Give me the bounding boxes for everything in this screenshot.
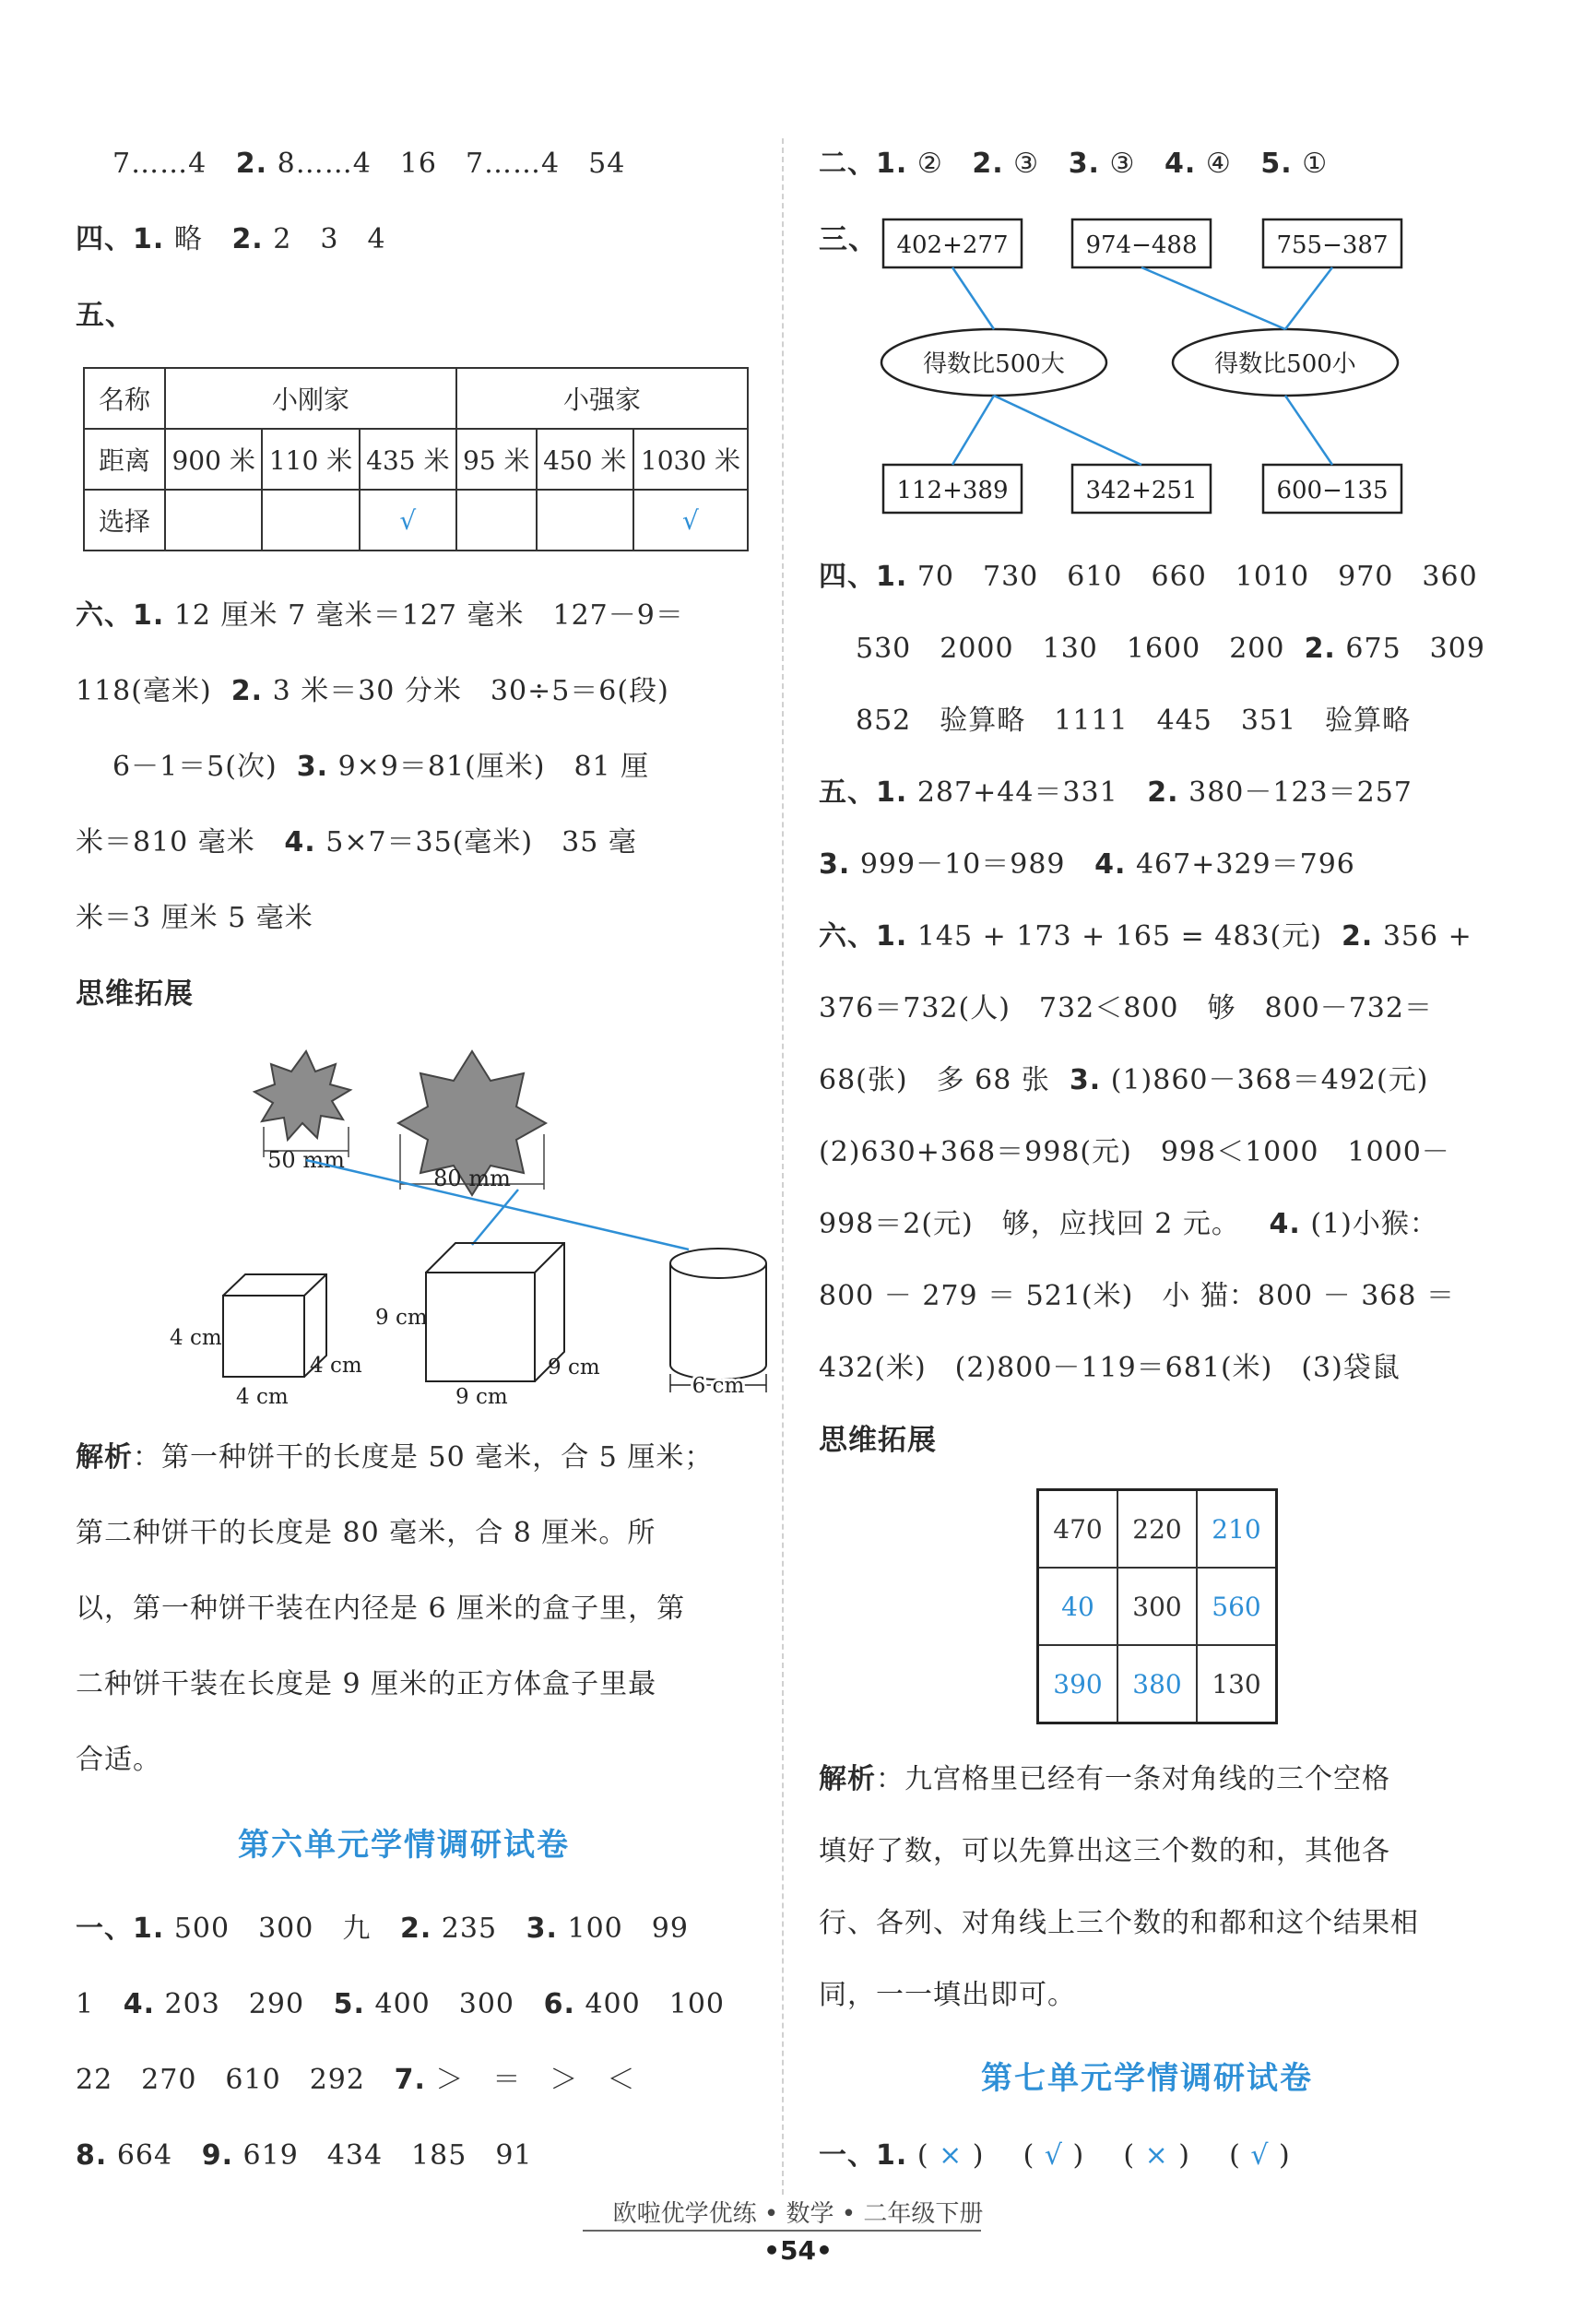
grid-cell: 470 xyxy=(1038,1490,1118,1569)
table-cell xyxy=(165,490,262,551)
cube-big-height: 9 cm xyxy=(375,1306,428,1330)
expr-box-bot-1: 112+389 xyxy=(896,477,1009,504)
analysis-line-2: 第二种饼干的长度是 80 毫米，合 8 厘米。所 xyxy=(76,1517,656,1549)
distance-table xyxy=(83,367,749,551)
table-cell: 1030 米 xyxy=(633,429,748,490)
table-row-label: 选择 xyxy=(84,490,165,551)
unit6-line-2: 1 4. 203 290 5. 400 300 6. 400 100 xyxy=(76,1988,725,2020)
answer-line: 7……4 2. 8……4 16 7……4 54 xyxy=(112,148,626,180)
section-6-line-7: 432(米) (2)800－119＝681(米) (3)袋鼠 xyxy=(819,1352,1401,1384)
expr-box-bot-2: 342+251 xyxy=(1085,477,1198,504)
section-6-line-2: 376＝732(人) 732＜800 够 800－732＝ xyxy=(819,992,1433,1024)
answer-mark: × xyxy=(1144,2139,1169,2172)
analysis-line-4: 同，一一填出即可。 xyxy=(819,1979,1076,2011)
section-4-line-1: 四、1. 70 730 610 660 1010 970 360 xyxy=(819,561,1478,593)
section-6-line-4: 米＝810 毫米 4. 5×7＝35(毫米) 35 毫 xyxy=(76,826,637,859)
table-header-xiaoqiang: 小强家 xyxy=(456,368,748,429)
section-4-line: 四、1. 略 2. 2 3 4 xyxy=(76,223,386,255)
section-5-line-2: 3. 999－10＝989 4. 467+329＝796 xyxy=(819,848,1355,881)
section-6-line-3: 68(张) 多 68 张 3. (1)860－368＝492(元) xyxy=(819,1064,1429,1096)
section-6-line-1: 六、1. 12 厘米 7 毫米＝127 毫米 127－9＝ xyxy=(76,599,684,632)
table-cell: 110 米 xyxy=(262,429,359,490)
answer-mark: √ xyxy=(1044,2139,1063,2172)
table-header-name: 名称 xyxy=(84,368,165,429)
section-4-line-2: 530 2000 130 1600 200 2. 675 309 xyxy=(856,633,1485,665)
unit6-line-3: 22 270 610 292 7. ＞ ＝ ＞ ＜ xyxy=(76,2064,636,2096)
ellipse-greater: 得数比500大 xyxy=(923,350,1065,378)
unit7-line-1: 一、1. ( × ) ( √ ) ( × ) ( √ ) xyxy=(819,2139,1291,2172)
analysis-line-3: 行、各列、对角线上三个数的和都和这个结果相 xyxy=(819,1907,1419,1939)
cube-big-width: 9 cm xyxy=(455,1385,508,1409)
table-header-xiaogang: 小刚家 xyxy=(165,368,456,429)
analysis-line-2: 填好了数，可以先算出这三个数的和，其他各 xyxy=(819,1835,1390,1867)
grid-cell: 560 xyxy=(1197,1568,1277,1645)
cube-small-width: 4 cm xyxy=(236,1385,289,1409)
table-cell: 435 米 xyxy=(360,429,456,490)
big-cube xyxy=(426,1243,564,1381)
cylinder-box xyxy=(670,1249,766,1392)
unit6-line-4: 8. 664 9. 619 434 185 91 xyxy=(76,2139,533,2172)
footer-rule xyxy=(583,2230,981,2232)
grid-cell: 130 xyxy=(1197,1645,1277,1723)
thinking-title: 思维拓展 xyxy=(76,977,194,1011)
section-5-line-1: 五、1. 287+44＝331 2. 380－123＝257 xyxy=(819,776,1413,809)
unit-7-title: 第七单元学情调研试卷 xyxy=(981,2060,1313,2097)
column-divider xyxy=(782,138,784,2195)
analysis-line-5: 合适。 xyxy=(76,1744,161,1776)
answer-mark: √ xyxy=(1250,2139,1270,2172)
expr-box-top-1: 402+277 xyxy=(896,231,1009,259)
section-2-line: 二、1. ② 2. ③ 3. ③ 4. ④ 5. ① xyxy=(819,148,1329,180)
biscuit-box-figure xyxy=(112,1042,776,1411)
analysis-line-1: 解析：九宫格里已经有一条对角线的三个空格 xyxy=(819,1763,1390,1795)
section-6-line-4: (2)630+368＝998(元) 998＜1000 1000－ xyxy=(819,1136,1450,1168)
grid-cell: 380 xyxy=(1117,1645,1197,1723)
unit-6-title: 第六单元学情调研试卷 xyxy=(238,1827,570,1864)
section-6-line-2: 118(毫米) 2. 3 米＝30 分米 30÷5＝6(段) xyxy=(76,675,669,707)
label-50mm: 50 mm xyxy=(267,1147,345,1173)
section-4-line-3: 852 验算略 1111 445 351 验算略 xyxy=(856,705,1412,737)
check-mark: √ xyxy=(360,490,456,551)
check-mark: √ xyxy=(633,490,748,551)
table-cell: 450 米 xyxy=(537,429,633,490)
magic-square xyxy=(1036,1488,1278,1724)
cylinder-diameter: 6 cm xyxy=(692,1374,745,1398)
expr-box-bot-3: 600−135 xyxy=(1276,477,1389,504)
analysis-line-1: 解析：第一种饼干的长度是 50 毫米，合 5 厘米； xyxy=(76,1441,714,1474)
footer-book-title: 欧啦优学优练 • 数学 • 二年级下册 xyxy=(612,2200,984,2228)
section-6-line-1: 六、1. 145 + 173 + 165 = 483(元) 2. 356 + xyxy=(819,920,1472,953)
analysis-line-4: 二种饼干装在长度是 9 厘米的正方体盒子里最 xyxy=(76,1668,657,1700)
expr-box-top-3: 755−387 xyxy=(1276,231,1389,259)
grid-cell: 40 xyxy=(1038,1568,1118,1645)
section-6-line-6: 800 － 279 ＝ 521(米) 小 猫：800 － 368 ＝ xyxy=(819,1280,1456,1312)
table-row-label: 距离 xyxy=(84,429,165,490)
matching-diagram xyxy=(874,210,1501,524)
table-cell xyxy=(262,490,359,551)
page-number: •54• xyxy=(763,2235,833,2266)
cube-small-height: 4 cm xyxy=(170,1326,222,1350)
grid-cell: 300 xyxy=(1117,1568,1197,1645)
table-cell xyxy=(537,490,633,551)
table-cell xyxy=(456,490,537,551)
cube-big-depth: 9 cm xyxy=(548,1356,600,1380)
table-cell: 95 米 xyxy=(456,429,537,490)
grid-cell: 220 xyxy=(1117,1490,1197,1569)
cube-small-depth: 4 cm xyxy=(310,1354,362,1378)
analysis-line-3: 以，第一种饼干装在内径是 6 厘米的盒子里，第 xyxy=(76,1593,686,1625)
section-6-line-3: 6－1＝5(次) 3. 9×9＝81(厘米) 81 厘 xyxy=(112,751,650,783)
section-5-label: 五、 xyxy=(76,299,135,332)
label-80mm: 80 mm xyxy=(433,1166,511,1191)
small-star-biscuit xyxy=(254,1051,350,1140)
ellipse-less: 得数比500小 xyxy=(1214,350,1356,378)
thinking-title: 思维拓展 xyxy=(819,1424,937,1457)
match-line xyxy=(472,1190,518,1245)
grid-cell: 390 xyxy=(1038,1645,1118,1723)
section-3-label: 三、 xyxy=(819,223,878,256)
answer-mark: × xyxy=(939,2139,964,2172)
table-cell: 900 米 xyxy=(165,429,262,490)
unit6-line-1: 一、1. 500 300 九 2. 235 3. 100 99 xyxy=(76,1912,689,1945)
expr-box-top-2: 974−488 xyxy=(1085,231,1198,259)
grid-cell: 210 xyxy=(1197,1490,1277,1569)
section-6-line-5: 998＝2(元) 够，应找回 2 元。 4. (1)小猴： xyxy=(819,1208,1438,1240)
section-6-line-5: 米＝3 厘米 5 毫米 xyxy=(76,902,313,934)
